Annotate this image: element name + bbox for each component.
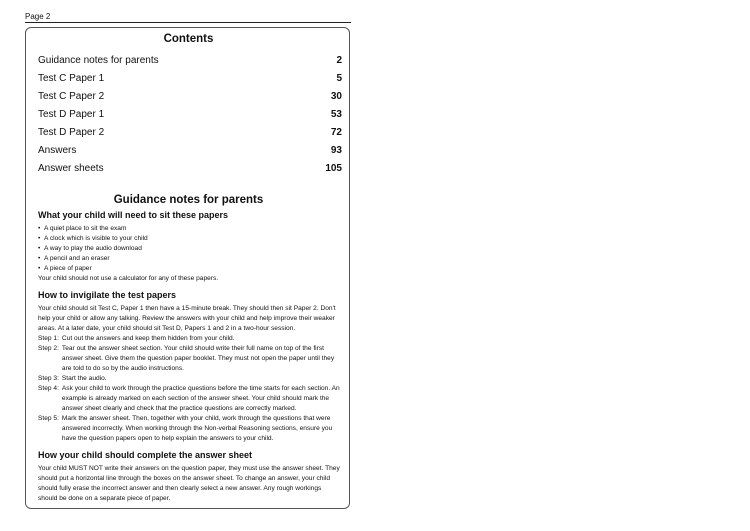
- step-label: Step 4:: [38, 385, 59, 392]
- step-text: Mark the answer sheet. Then, together with your child, work through the questions that were answered incorrectly. When working through the Non-verbal Reasoning sections, ensure you have the question papers open to help explain the answers to your child.: [61, 415, 333, 442]
- toc-entry-title: Answer sheets: [38, 163, 104, 174]
- calculator-note: Your child should not use a calculator for any of these papers.: [38, 275, 219, 282]
- step-item: [38, 374, 342, 384]
- toc-entry-title: Guidance notes for parents: [38, 55, 159, 66]
- toc-entry-page: 2: [336, 55, 342, 66]
- toc-entry-title: Answers: [38, 145, 77, 156]
- toc-entry-page: 30: [330, 91, 342, 102]
- content-panel: [25, 27, 350, 509]
- toc-entry-title: Test D Paper 1: [38, 109, 105, 120]
- toc-entry-title: Test C Paper 2: [38, 91, 105, 102]
- list-item: • A way to play the audio download: [38, 244, 342, 254]
- need-section: [38, 224, 342, 284]
- toc-entry-page: 5: [336, 73, 342, 84]
- toc-entry[interactable]: [38, 145, 342, 156]
- toc-entry[interactable]: [38, 91, 342, 102]
- complete-heading: How your child should complete the answer sheet: [38, 450, 253, 460]
- toc-entry[interactable]: [38, 55, 342, 66]
- need-list: [38, 224, 342, 274]
- list-item: • A quiet place to sit the exam: [38, 224, 342, 234]
- toc-entry[interactable]: [38, 109, 342, 120]
- page-number: Page 2: [25, 12, 51, 21]
- step-text: Ask your child to work through the practice questions before the time starts for each section. An example is already marked on each section of the answer sheet. Your child should mark the answer sheet clearly and check that the practice questions are correctly marked.: [61, 385, 340, 412]
- invigilate-heading: How to invigilate the test papers: [38, 290, 177, 300]
- toc-entry[interactable]: [38, 73, 342, 84]
- need-heading: What your child will need to sit these papers: [38, 210, 229, 220]
- toc-entry-page: 105: [325, 163, 342, 174]
- step-text: Cut out the answers and keep them hidden from your child.: [61, 335, 235, 342]
- step-label: Step 5:: [38, 415, 59, 422]
- toc-entry-title: Test D Paper 2: [38, 127, 105, 138]
- list-item: • A clock which is visible to your child: [38, 234, 342, 244]
- complete-text: Your child MUST NOT write their answers on the question paper, they must use the answer sheet. They should put a horizontal line through the boxes on the answer sheet. To change an answer, your child should fully erase the incorrect answer and then clearly select a new answer. Any rough workings should be done on a separate piece of paper.: [38, 465, 340, 502]
- toc-entry-page: 93: [330, 145, 342, 156]
- step-text: Start the audio.: [61, 375, 107, 382]
- step-item: [38, 414, 342, 444]
- list-item: • A piece of paper: [38, 264, 342, 274]
- toc-entry[interactable]: [38, 127, 342, 138]
- step-label: Step 3:: [38, 375, 59, 382]
- header-rule: [25, 22, 351, 23]
- step-item: [38, 334, 342, 344]
- step-label: Step 2:: [38, 345, 59, 352]
- list-item: • A pencil and an eraser: [38, 254, 342, 264]
- invigilate-intro: Your child should sit Test C, Paper 1 then have a 15-minute break. They should then sit Paper 2. Don't help your child or allow any talking. Review the answers with your child and help improve their weaker areas. At a later date, your child should sit Test D, Papers 1 and 2 in a two-hour session.: [38, 305, 336, 332]
- invigilate-section: [38, 304, 342, 444]
- step-label: Step 1:: [38, 335, 59, 342]
- contents-title: Contents: [163, 33, 214, 45]
- toc-entry-page: 53: [330, 109, 342, 120]
- step-item: [38, 384, 342, 414]
- step-item: [38, 344, 342, 374]
- toc-entry-page: 72: [330, 127, 342, 138]
- toc-entry-title: Test C Paper 1: [38, 73, 105, 84]
- toc-entry[interactable]: [38, 163, 342, 174]
- step-text: Tear out the answer sheet section. Your child should write their full name on top of the first answer sheet. Give them the question paper booklet. They must not open the paper until they are told to do so by the audio instructions.: [61, 345, 335, 372]
- guidance-title: Guidance notes for parents: [113, 194, 264, 206]
